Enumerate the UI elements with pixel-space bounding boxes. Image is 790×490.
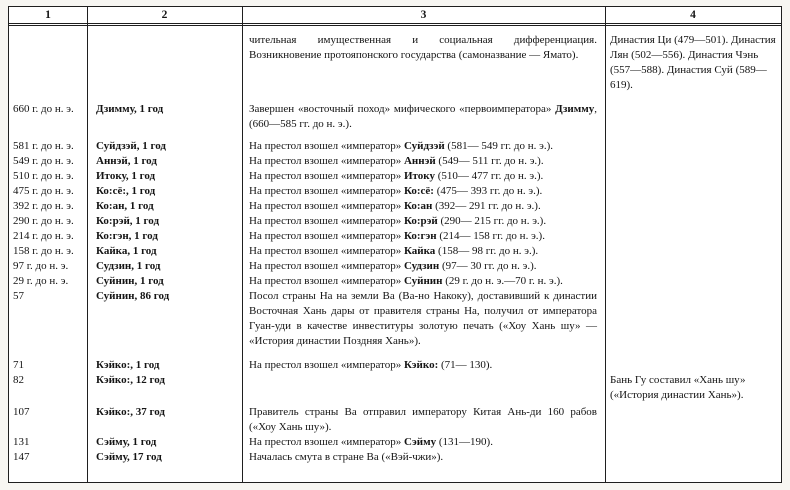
cell-year: 97 г. до н. э.: [13, 260, 69, 272]
cell-emperor-reign: Судзин, 1 год: [96, 260, 161, 272]
text-run: Завершен «восточный поход» мифического «первоимператора»: [249, 103, 556, 115]
cell-emperor-reign: [87, 33, 242, 93]
emperor-name: Суйдзэй: [403, 140, 445, 152]
cell-emperor-reign: Кэйко:, 37 год: [96, 406, 165, 418]
cell-china-note: [605, 405, 781, 435]
text-run: (29 г. до н. э.—70 г. н. э.).: [442, 275, 563, 287]
text-run: На престол взошел «император»: [249, 140, 404, 152]
chronology-table: [8, 6, 782, 483]
text-run: На престол взошел «император»: [249, 260, 404, 272]
cell-year: 158 г. до н. э.: [13, 245, 74, 257]
text-run: (97— 30 гг. до н. э.).: [439, 260, 537, 272]
cell-year: 82: [13, 374, 24, 386]
column-divider-3: [605, 7, 606, 482]
emperor-name: Ко:гэн: [403, 230, 437, 242]
cell-china-note: [605, 184, 781, 199]
text-run: На престол взошел «император»: [249, 359, 404, 371]
cell-year: 549 г. до н. э.: [13, 155, 74, 167]
cell-event: [242, 358, 605, 373]
cell-emperor-reign: Сэйму, 1 год: [96, 436, 157, 448]
text-run: (549— 511 гг. до н. э.).: [435, 155, 544, 167]
text-run: На престол взошел «император»: [249, 230, 404, 242]
cell-year: 214 г. до н. э.: [13, 230, 74, 242]
cell-emperor-reign: Сэйму, 17 год: [96, 451, 162, 463]
cell-year: 147: [13, 451, 30, 463]
column-divider-2: [242, 7, 243, 482]
row-spacer: [9, 93, 781, 102]
cell-year: [9, 33, 87, 93]
cell-event: [242, 435, 605, 450]
cell-emperor-reign: Дзимму, 1 год: [96, 103, 164, 115]
cell-china-note: [605, 244, 781, 259]
row-spacer: [9, 132, 781, 139]
emperor-name: Кайка: [403, 245, 436, 257]
cell-event: Началась смута в стране Ва («Вэй-чжи»).: [249, 451, 444, 463]
cell-emperor-reign: Суйдзэй, 1 год: [96, 140, 166, 152]
cell-year: 660 г. до н. э.: [13, 103, 74, 115]
cell-emperor-reign: Ко:рэй, 1 год: [96, 215, 160, 227]
cell-emperor-reign: Суйнин, 86 год: [96, 290, 170, 302]
cell-emperor-reign: Ко:гэн, 1 год: [96, 230, 158, 242]
text-run: На престол взошел «император»: [249, 245, 404, 257]
cell-year: 475 г. до н. э.: [13, 185, 74, 197]
text-run: На престол взошел «император»: [249, 155, 404, 167]
cell-year: 131: [13, 436, 30, 448]
cell-china-note: [605, 289, 781, 349]
cell-emperor-reign: Аннэй, 1 год: [96, 155, 157, 167]
cell-emperor-reign: Суйнин, 1 год: [96, 275, 164, 287]
text-run: (131—190).: [436, 436, 493, 448]
text-run: , (660—585 гг. до н. э.).: [249, 103, 597, 130]
cell-emperor-reign: Ко:сё:, 1 год: [96, 185, 156, 197]
cell-year: 57: [13, 290, 24, 302]
header-col-2: 2: [161, 9, 168, 21]
emperor-name: Суйнин: [403, 275, 443, 287]
header-col-1: 1: [45, 9, 51, 21]
table-body: [9, 26, 781, 465]
emperor-name: Судзин: [403, 260, 440, 272]
cell-china-note: [605, 199, 781, 214]
cell-china-note: [605, 435, 781, 450]
cell-event: [242, 214, 605, 229]
cell-event: [242, 229, 605, 244]
cell-event: [242, 373, 605, 403]
cell-event: [242, 259, 605, 274]
cell-year: 581 г. до н. э.: [13, 140, 74, 152]
cell-emperor-reign: Кайка, 1 год: [96, 245, 157, 257]
text-run: На престол взошел «император»: [249, 215, 404, 227]
cell-china-note: [605, 358, 781, 373]
cell-china-note: [605, 102, 781, 132]
emperor-name: Дзимму: [555, 103, 595, 115]
emperor-name: Ко:рэй: [403, 215, 438, 227]
cell-event: [242, 244, 605, 259]
cell-year: 392 г. до н. э.: [13, 200, 74, 212]
cell-emperor-reign: Ко:ан, 1 год: [96, 200, 154, 212]
text-run: На престол взошел «император»: [249, 275, 404, 287]
cell-year: 290 г. до н. э.: [13, 215, 74, 227]
text-run: (475— 393 гг. до н. э.).: [433, 185, 543, 197]
cell-event: Посол страны На на земли Ва (Ва-но Накоку), доставивший к династии Восточная Хань дары от правителя страны На, получил от императора Гуан-уди в качестве инвеституры золотую печать («Хоу Хань шу» — «История династии Поздняя Хань»).: [249, 290, 597, 347]
text-run: На престол взошел «император»: [249, 170, 404, 182]
cell-emperor-reign: Кэйко:, 12 год: [96, 374, 165, 386]
cell-event: [242, 139, 605, 154]
cell-year: 29 г. до н. э.: [13, 275, 69, 287]
cell-china-note: [605, 450, 781, 465]
emperor-name: Аннэй: [403, 155, 436, 167]
cell-china-note: Бань Гу составил «Хань шу» («История династии Хань»).: [610, 374, 746, 401]
header-col-3: 3: [420, 9, 427, 21]
row-spacer: [9, 349, 781, 358]
cell-china-note: [605, 229, 781, 244]
column-divider-1: [87, 7, 88, 482]
table-header-row: [9, 7, 781, 26]
cell-china-note: [605, 274, 781, 289]
text-run: (510— 477 гг. до н. э.).: [434, 170, 544, 182]
cell-event: [242, 199, 605, 214]
cell-china-note: [605, 154, 781, 169]
emperor-name: Ко:ан: [403, 200, 433, 212]
text-run: (581— 549 гг. до н. э.).: [444, 140, 553, 152]
cell-emperor-reign: Итоку, 1 год: [96, 170, 156, 182]
text-run: На престол взошел «император»: [249, 200, 404, 212]
cell-event: [242, 102, 605, 132]
cell-event: чительная имущественная и социальная дифференциация. Возникновение протояпонского государства (самоназвание — Ямато).: [249, 34, 597, 61]
cell-event: [242, 274, 605, 289]
text-run: (290— 215 гг. до н. э.).: [437, 215, 547, 227]
cell-event: [242, 154, 605, 169]
emperor-name: Сэйму: [403, 436, 437, 448]
header-col-4: 4: [690, 9, 696, 21]
cell-emperor-reign: Кэйко:, 1 год: [96, 359, 160, 371]
cell-event: Правитель страны Ва отправил императору Китая Ань-ди 160 рабов («Хоу Хань шу»).: [249, 406, 597, 433]
text-run: (214— 158 гг. до н. э.).: [436, 230, 545, 242]
cell-event: [242, 184, 605, 199]
text-run: (71— 130).: [438, 359, 493, 371]
cell-year: 510 г. до н. э.: [13, 170, 74, 182]
cell-china-note: [605, 139, 781, 154]
cell-event: [242, 169, 605, 184]
text-run: (392— 291 гг. до н. э.).: [432, 200, 541, 212]
cell-china-note: [605, 214, 781, 229]
cell-year: 107: [13, 406, 30, 418]
emperor-name: Кэйко:: [403, 359, 439, 371]
cell-china-note: Династия Ци (479—501). Династия Лян (502—556). Династия Чэнь (557—588). Династия Суй (589—619).: [610, 34, 776, 91]
emperor-name: Ко:сё:: [403, 185, 434, 197]
text-run: На престол взошел «император»: [249, 185, 404, 197]
emperor-name: Итоку: [403, 170, 435, 182]
cell-china-note: [605, 169, 781, 184]
cell-year: 71: [13, 359, 24, 371]
text-run: На престол взошел «император»: [249, 436, 404, 448]
text-run: (158— 98 гг. до н. э.).: [435, 245, 539, 257]
cell-china-note: [605, 259, 781, 274]
